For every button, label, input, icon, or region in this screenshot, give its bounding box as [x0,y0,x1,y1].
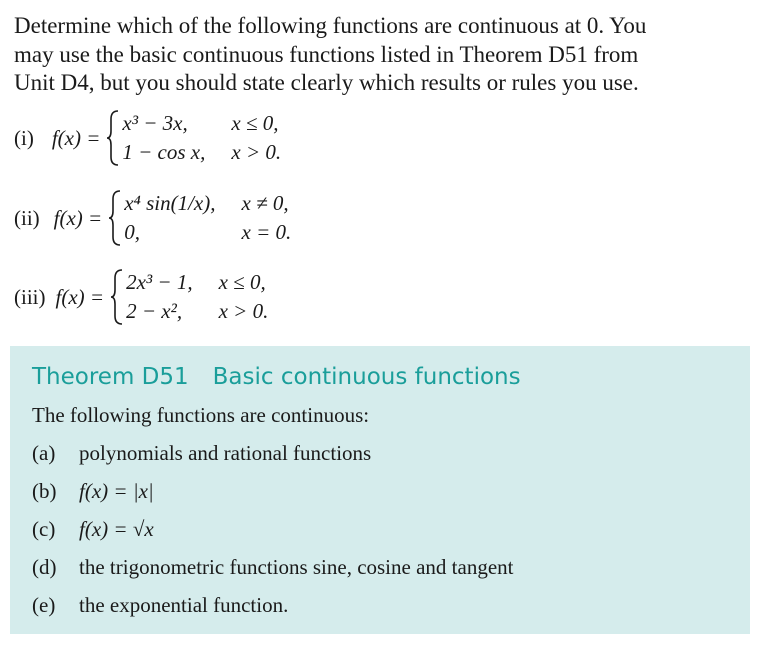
intro-line: Determine which of the following functions are continuous at 0. You [14,13,647,38]
function-i [14,109,281,167]
intro-line: Unit D4, but you should state clearly which results or rules you use. [14,70,639,95]
theorem-number: Theorem D51 [32,364,189,390]
function-iii [14,268,268,326]
case-cond: x ≠ 0, [241,191,289,215]
theorem-item [32,555,513,580]
case-cond: x > 0. [218,299,269,323]
case-expr: x⁴ sin(1/x), [124,191,216,215]
left-brace [108,189,122,247]
theorem-item [32,517,154,542]
intro-line: may use the basic continuous functions listed in Theorem D51 from [14,41,639,67]
item-label: (d) [32,555,57,579]
function-lhs: f(x) = [53,205,103,230]
case-cond: x ≤ 0, [218,270,266,294]
theorem-item [32,593,288,618]
theorem-box [10,346,750,634]
case-cond: x ≤ 0, [231,111,279,135]
theorem-title [32,364,521,390]
left-brace [106,109,120,167]
theorem-lead: The following functions are continuous: [32,403,370,427]
item-label: (e) [32,593,56,617]
theorem-name: Basic continuous functions [212,364,521,390]
function-lhs: f(x) = [51,125,101,150]
item-label: (b) [32,479,57,503]
problem-statement [14,12,754,98]
case-expr: x³ − 3x, [122,111,188,135]
theorem-item [32,479,154,504]
function-label: (ii) [14,205,40,230]
case-cond: x > 0. [231,140,282,164]
case-expr: 2x³ − 1, [126,270,193,294]
item-label: (c) [32,517,56,541]
item-text: f(x) = √x [79,517,154,541]
item-text: the exponential function. [79,593,289,617]
case-expr: 2 − x², [126,299,183,323]
case-expr: 1 − cos x, [122,140,206,164]
item-label: (a) [32,441,56,465]
function-lhs: f(x) = [55,284,105,309]
item-text: polynomials and rational functions [79,441,372,465]
piecewise-cases [124,190,291,246]
function-label: (iii) [14,284,46,309]
left-brace [110,268,124,326]
function-label: (i) [14,125,34,150]
item-text: f(x) = |x| [79,479,154,503]
theorem-item [32,441,371,466]
piecewise-cases [126,269,268,325]
case-cond: x = 0. [241,220,292,244]
item-text: the trigonometric functions sine, cosine and tangent [79,555,514,579]
piecewise-cases [122,110,281,166]
case-expr: 0, [124,220,140,244]
function-ii [14,189,291,247]
